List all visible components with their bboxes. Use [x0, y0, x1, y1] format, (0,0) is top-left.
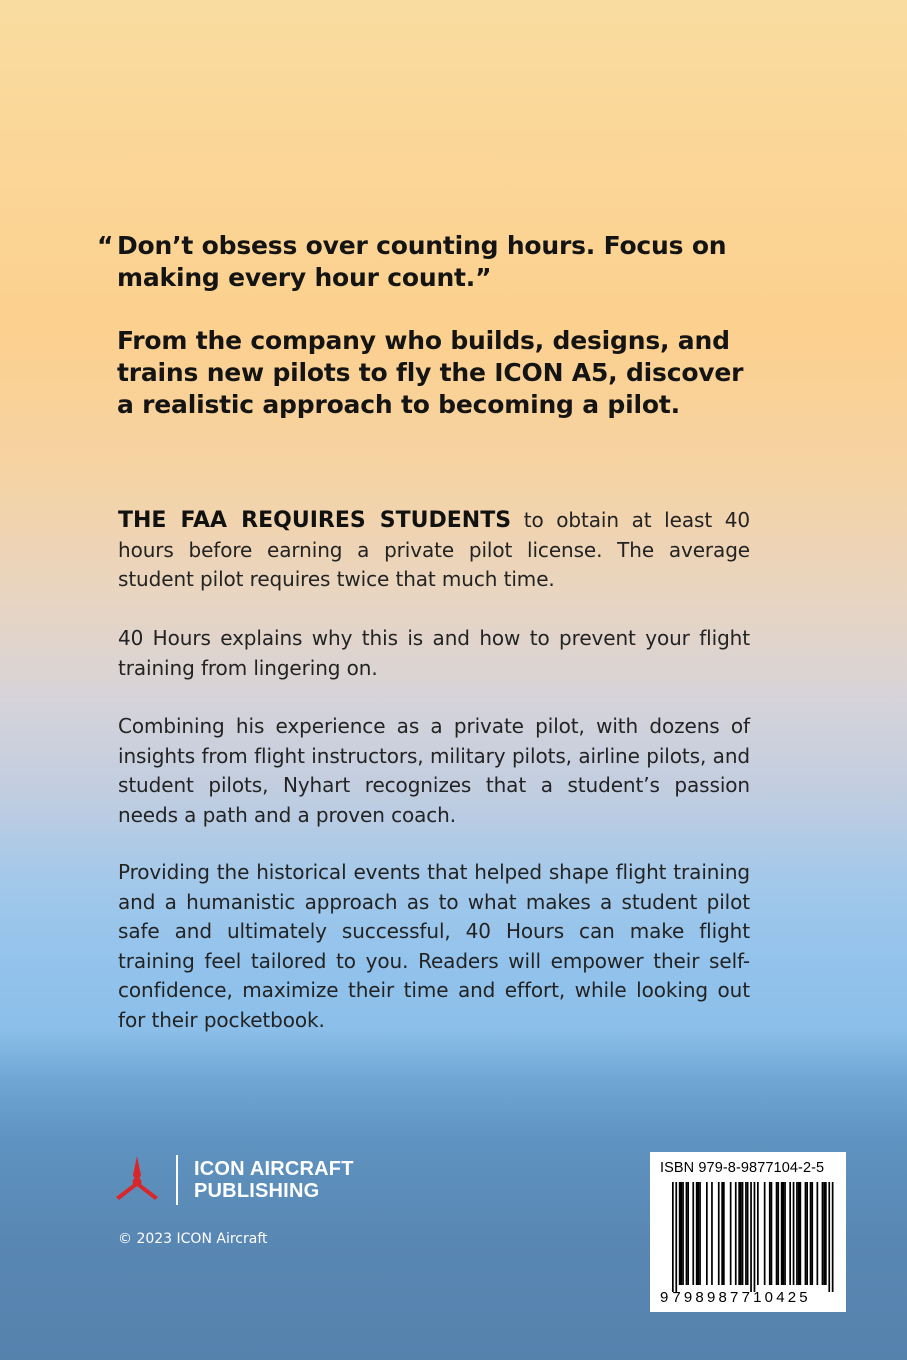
barcode-bar [764, 1182, 766, 1285]
barcode-bar [798, 1182, 800, 1285]
barcode-first-digit: 9 [660, 1289, 669, 1306]
barcode-bar [718, 1182, 720, 1285]
barcode-bar [687, 1182, 689, 1285]
barcode-bar [698, 1182, 700, 1285]
barcode-bar [822, 1182, 824, 1285]
barcode-digits [660, 1289, 838, 1306]
isbn-barcode [650, 1152, 846, 1312]
barcode-bar [745, 1182, 747, 1285]
publisher-name-line-2: PUBLISHING [194, 1180, 320, 1202]
barcode-bar [828, 1182, 830, 1292]
barcode-bar [686, 1182, 688, 1285]
barcode-bar [811, 1182, 813, 1285]
blurb-paragraph-1 [118, 506, 750, 595]
barcode-bar [825, 1182, 827, 1285]
barcode-bar [754, 1182, 756, 1292]
barcode-bar [796, 1182, 798, 1285]
barcode-bar [800, 1182, 802, 1285]
barcode-bar [781, 1182, 783, 1285]
barcode-bar [747, 1182, 749, 1285]
barcode-bar [699, 1182, 701, 1285]
barcode-bar [757, 1182, 759, 1285]
barcode-bar [723, 1182, 725, 1285]
publisher-name [194, 1158, 354, 1202]
barcode-bar [735, 1182, 737, 1285]
propeller-logo-icon [112, 1153, 162, 1207]
pull-quote-text: Don’t obsess over counting hours. Focus on making every hour count.” [117, 231, 727, 292]
barcode-bar [805, 1182, 807, 1285]
barcode-bar [810, 1182, 812, 1285]
barcode-bar [711, 1182, 713, 1285]
open-quote-mark: “ [97, 231, 114, 260]
barcode-digit-string: 798987710425 [672, 1289, 811, 1306]
barcode-bar [730, 1182, 732, 1285]
blurb-paragraph-1-text: to obtain at least 40 hours before earning a private pilot license. The average student pilot requires twice that much time. [118, 508, 750, 591]
barcode-bar [806, 1182, 808, 1285]
barcode-bar [784, 1182, 786, 1285]
barcode-bar [682, 1182, 684, 1285]
barcode-bar [679, 1182, 681, 1285]
blurb-lead-in: THE FAA REQUIRES STUDENTS [118, 508, 512, 533]
pull-quote [97, 230, 757, 294]
barcode-bar [769, 1182, 771, 1285]
barcode-bar [783, 1182, 785, 1285]
barcode-bar [777, 1182, 779, 1285]
isbn-label: ISBN 979-8-9877104-2-5 [660, 1160, 825, 1176]
barcode-bar [681, 1182, 683, 1285]
barcode-bar [817, 1182, 819, 1285]
logo-divider [176, 1155, 178, 1205]
publisher-name-line-1: ICON AIRCRAFT [194, 1158, 354, 1180]
barcode-bar [742, 1182, 744, 1285]
publisher-logo [112, 1150, 354, 1210]
barcode-bar [750, 1182, 752, 1292]
barcode-bar [823, 1182, 825, 1285]
barcode-bar [740, 1182, 742, 1285]
barcode-bar [696, 1182, 698, 1285]
blurb-paragraph-2: 40 Hours explains why this is and how to prevent your flight training from lingering on. [118, 626, 750, 680]
barcode-bar [721, 1182, 723, 1285]
barcode-bar [776, 1182, 778, 1285]
barcode-bar [692, 1182, 694, 1285]
barcode-bars [650, 1152, 846, 1312]
blurb-paragraph-3: Combining his experience as a private pilot, with dozens of insights from flight instructors, military pilots, airline pilots, and student pilots, Nyhart recognizes that a student’s passion needs a path and a proven coach. [118, 714, 750, 827]
barcode-bar [738, 1182, 740, 1285]
barcode-bar [832, 1182, 834, 1292]
barcode-bar [793, 1182, 795, 1285]
copyright-notice: © 2023 ICON Aircraft [118, 1231, 268, 1247]
barcode-bar [672, 1182, 674, 1292]
tagline: From the company who builds, designs, and trains new pilots to fly the ICON A5, discover a realistic approach to becoming a pilot. [117, 326, 744, 419]
barcode-bar [771, 1182, 773, 1285]
barcode-bar [789, 1182, 791, 1285]
barcode-bar [706, 1182, 708, 1285]
barcode-bar [675, 1182, 677, 1292]
blurb-paragraph-4: Providing the historical events that helped shape flight training and a humanistic approach as to what makes a student pilot safe and ultimately successful, 40 Hours can make flight training feel tailored to you. Readers will empower their self-confidence, maximize their time and effort, while looking out for their pocketbook. [118, 860, 750, 1032]
